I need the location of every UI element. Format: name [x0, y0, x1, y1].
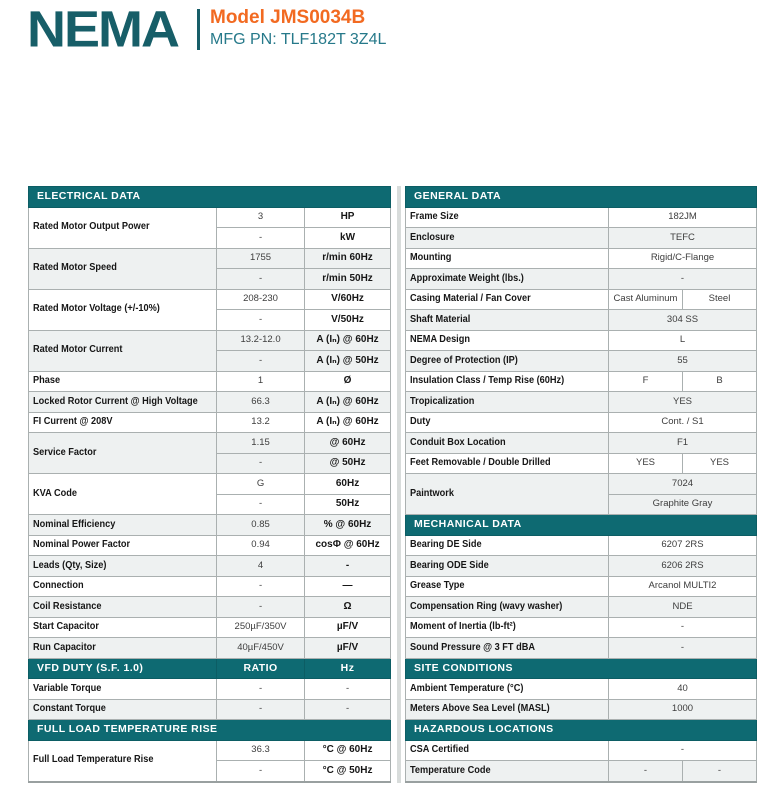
spec-value: 55 — [609, 351, 757, 372]
vfd-col-hz: Hz — [305, 658, 391, 679]
spec-label-text: Moment of Inertia (lb-ft²) — [410, 621, 516, 632]
general-data-table — [405, 186, 757, 783]
section-header-hazardous: HAZARDOUS LOCATIONS — [406, 720, 757, 741]
spec-value: - — [217, 761, 305, 782]
spec-value: 0.85 — [217, 515, 305, 536]
spec-value: - — [217, 576, 305, 597]
spec-label-text: Constant Torque — [33, 703, 106, 714]
spec-label-text: Nominal Power Factor — [33, 539, 131, 550]
spec-label — [29, 515, 217, 536]
spec-label-text: Duty — [410, 416, 431, 427]
spec-label — [406, 371, 609, 392]
spec-unit: A (Iₙ) @ 60Hz — [305, 412, 391, 433]
spec-label — [406, 433, 609, 454]
spec-value: G — [217, 474, 305, 495]
spec-label — [29, 597, 217, 618]
spec-label-text: Rated Motor Voltage (+/-10%) — [33, 303, 160, 315]
spec-unit: @ 50Hz — [305, 453, 391, 474]
spec-unit: HP — [305, 207, 391, 228]
spec-label — [29, 617, 217, 638]
spec-unit: - — [305, 556, 391, 577]
spec-value: - — [217, 269, 305, 290]
spec-value: - — [609, 269, 757, 290]
spec-label-text: Nominal Efficiency — [33, 518, 116, 530]
spec-label — [29, 556, 217, 577]
spec-label — [406, 310, 609, 331]
spec-unit: Ø — [305, 371, 391, 392]
spec-label — [29, 699, 217, 720]
spec-value: L — [609, 330, 757, 351]
spec-value: - — [609, 617, 757, 638]
spec-label — [406, 638, 609, 659]
spec-label-text: NEMA Design — [410, 334, 470, 345]
spec-label — [406, 269, 609, 290]
section-header-electrical: ELECTRICAL DATA — [29, 187, 391, 208]
spec-value: - — [305, 699, 391, 720]
spec-value: - — [609, 761, 683, 782]
spec-label-text: Enclosure — [410, 231, 455, 243]
spec-label — [29, 412, 217, 433]
spec-label-text: Insulation Class / Temp Rise (60Hz) — [410, 375, 565, 386]
spec-unit: A (Iₙ) @ 60Hz — [305, 392, 391, 413]
spec-label-text: Temperature Code — [410, 764, 491, 776]
spec-value: YES — [683, 453, 757, 474]
spec-value: 6207 2RS — [609, 535, 757, 556]
spec-label — [406, 679, 609, 700]
spec-value: 1 — [217, 371, 305, 392]
spec-label — [29, 535, 217, 556]
spec-unit: µF/V — [305, 617, 391, 638]
spec-value: Steel — [683, 289, 757, 310]
spec-label — [29, 474, 217, 515]
spec-label — [29, 330, 217, 371]
spec-label-text: CSA Certified — [410, 744, 469, 755]
section-header-general: GENERAL DATA — [406, 187, 757, 208]
spec-value: - — [609, 740, 757, 761]
spec-value: 13.2-12.0 — [217, 330, 305, 351]
spec-value: 0.94 — [217, 535, 305, 556]
spec-value: F1 — [609, 433, 757, 454]
spec-label — [406, 392, 609, 413]
spec-unit: r/min 50Hz — [305, 269, 391, 290]
spec-value: 1.15 — [217, 433, 305, 454]
spec-value: 182JM — [609, 207, 757, 228]
spec-unit: @ 60Hz — [305, 433, 391, 454]
spec-label-text: Leads (Qty, Size) — [33, 559, 107, 571]
spec-label-text: Mounting — [410, 252, 452, 263]
spec-unit: 50Hz — [305, 494, 391, 515]
section-header-full-load-temp-rise: FULL LOAD TEMPERATURE RISE — [29, 720, 391, 741]
spec-unit: V/60Hz — [305, 289, 391, 310]
spec-label-text: Full Load Temperature Rise — [33, 754, 154, 766]
spec-label — [406, 576, 609, 597]
spec-label — [406, 699, 609, 720]
spec-label-text: Ambient Temperature (°C) — [410, 682, 524, 694]
spec-label-text: Frame Size — [410, 211, 459, 222]
spec-label-text: Locked Rotor Current @ High Voltage — [33, 395, 198, 407]
spec-label — [406, 207, 609, 228]
spec-label-text: Shaft Material — [410, 313, 471, 325]
spec-value: - — [217, 228, 305, 249]
spec-value: 13.2 — [217, 412, 305, 433]
spec-label-text: FI Current @ 208V — [33, 416, 113, 427]
spec-value: 208-230 — [217, 289, 305, 310]
nema-logo: NEMA — [27, 0, 178, 58]
spec-label — [406, 330, 609, 351]
spec-label-text: Conduit Box Location — [410, 436, 506, 448]
model-number: Model JMS0034B — [210, 7, 366, 28]
spec-value: 4 — [217, 556, 305, 577]
right-spec-column — [397, 186, 757, 783]
spec-label — [406, 761, 609, 782]
spec-unit: 60Hz — [305, 474, 391, 495]
spec-label-text: Run Capacitor — [33, 641, 96, 653]
spec-label-text: Rated Motor Speed — [33, 262, 117, 274]
spec-unit: V/50Hz — [305, 310, 391, 331]
spec-label — [29, 392, 217, 413]
spec-label — [29, 207, 217, 248]
spec-value: TEFC — [609, 228, 757, 249]
spec-label — [406, 740, 609, 761]
spec-label-text: Compensation Ring (wavy washer) — [410, 600, 563, 612]
spec-value: - — [217, 699, 305, 720]
spec-label — [29, 433, 217, 474]
spec-unit: A (Iₙ) @ 60Hz — [305, 330, 391, 351]
spec-label-text: Grease Type — [410, 580, 465, 591]
left-spec-column — [28, 186, 391, 783]
spec-value: - — [217, 453, 305, 474]
spec-unit: kW — [305, 228, 391, 249]
spec-value: Rigid/C-Flange — [609, 248, 757, 269]
spec-value: - — [217, 679, 305, 700]
spec-label — [406, 474, 609, 515]
table-edge-strip — [397, 186, 401, 783]
spec-label-text: KVA Code — [33, 487, 77, 499]
spec-unit: °C @ 60Hz — [305, 740, 391, 761]
spec-label-text: Casing Material / Fan Cover — [410, 293, 531, 304]
spec-label-text: Start Capacitor — [33, 621, 99, 632]
spec-label — [29, 576, 217, 597]
spec-label — [406, 412, 609, 433]
spec-value: 1000 — [609, 699, 757, 720]
spec-value: - — [217, 597, 305, 618]
spec-value: 304 SS — [609, 310, 757, 331]
spec-unit: µF/V — [305, 638, 391, 659]
spec-label — [29, 638, 217, 659]
spec-value: 7024 — [609, 474, 757, 495]
spec-label-text: Tropicalization — [410, 395, 475, 407]
spec-value: - — [609, 638, 757, 659]
spec-label-text: Meters Above Sea Level (MASL) — [410, 703, 550, 714]
spec-label-text: Rated Motor Output Power — [33, 221, 150, 233]
spec-value: 3 — [217, 207, 305, 228]
spec-value: YES — [609, 392, 757, 413]
spec-label — [29, 679, 217, 700]
logo-divider — [197, 9, 200, 50]
spec-label-text: Approximate Weight (lbs.) — [410, 272, 524, 284]
spec-value: NDE — [609, 597, 757, 618]
section-header-mechanical: MECHANICAL DATA — [406, 515, 757, 536]
electrical-data-table — [28, 186, 391, 783]
spec-value: 6206 2RS — [609, 556, 757, 577]
spec-label — [406, 289, 609, 310]
spec-label — [406, 228, 609, 249]
section-header-site-conditions: SITE CONDITIONS — [406, 658, 757, 679]
spec-label-text: Paintwork — [410, 487, 454, 499]
spec-value: Arcanol MULTI2 — [609, 576, 757, 597]
spec-label-text: Variable Torque — [33, 682, 102, 694]
spec-value: 250µF/350V — [217, 617, 305, 638]
spec-unit: A (Iₙ) @ 50Hz — [305, 351, 391, 372]
spec-label — [406, 556, 609, 577]
spec-value: - — [217, 494, 305, 515]
spec-value: 40µF/450V — [217, 638, 305, 659]
spec-value: 1755 — [217, 248, 305, 269]
spec-label — [406, 597, 609, 618]
spec-label — [29, 289, 217, 330]
spec-label-text: Feet Removable / Double Drilled — [410, 457, 551, 468]
spec-value: - — [683, 761, 757, 782]
spec-label-text: Sound Pressure @ 3 FT dBA — [410, 641, 536, 653]
spec-label — [406, 351, 609, 372]
spec-unit: Ω — [305, 597, 391, 618]
spec-value: 40 — [609, 679, 757, 700]
spec-label-text: Phase — [33, 375, 61, 386]
spec-unit: cosΦ @ 60Hz — [305, 535, 391, 556]
spec-label — [406, 617, 609, 638]
spec-label-text: Bearing ODE Side — [410, 559, 489, 571]
spec-label — [406, 453, 609, 474]
spec-value: - — [217, 310, 305, 331]
spec-value: - — [305, 679, 391, 700]
spec-unit: r/min 60Hz — [305, 248, 391, 269]
mfg-part-number: MFG PN: TLF182T 3Z4L — [210, 31, 387, 48]
spec-label — [406, 535, 609, 556]
spec-value: 36.3 — [217, 740, 305, 761]
spec-label — [29, 740, 217, 782]
spec-value: Cont. / S1 — [609, 412, 757, 433]
spec-value: F — [609, 371, 683, 392]
spec-label-text: Service Factor — [33, 446, 97, 458]
spec-unit: % @ 60Hz — [305, 515, 391, 536]
spec-label-text: Rated Motor Current — [33, 344, 123, 356]
spec-label-text: Coil Resistance — [33, 600, 102, 612]
spec-label — [406, 248, 609, 269]
spec-value: B — [683, 371, 757, 392]
section-header-vfd-duty: VFD DUTY (S.F. 1.0) — [29, 658, 217, 679]
spec-value: 66.3 — [217, 392, 305, 413]
spec-label-text: Connection — [33, 580, 84, 591]
spec-value: - — [217, 351, 305, 372]
spec-unit: °C @ 50Hz — [305, 761, 391, 782]
spec-label-text: Degree of Protection (IP) — [410, 354, 518, 366]
spec-label — [29, 248, 217, 289]
spec-label-text: Bearing DE Side — [410, 539, 482, 550]
spec-value: YES — [609, 453, 683, 474]
spec-value: Graphite Gray — [609, 494, 757, 515]
spec-value: Cast Aluminum — [609, 289, 683, 310]
spec-label — [29, 371, 217, 392]
spec-unit: — — [305, 576, 391, 597]
vfd-col-ratio: RATIO — [217, 658, 305, 679]
